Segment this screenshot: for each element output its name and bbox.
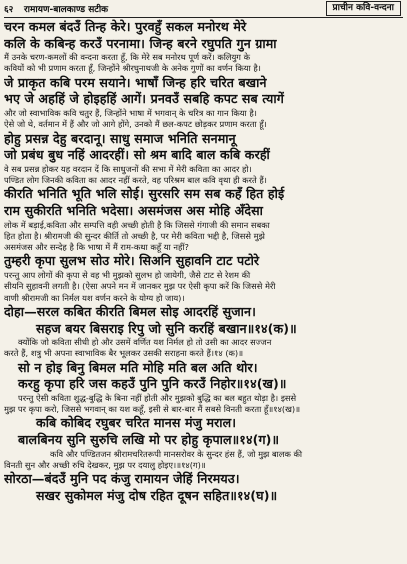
verse-line [4, 471, 403, 488]
verse-line [4, 432, 403, 449]
line-text: वाणी श्रीरामजी का निर्मल यश वर्णन करने के योग्य हो जाय)। [4, 292, 185, 303]
line-text: पण्डित लोग जिनकी कविता का आदर नहीं करते, वह परिश्रम बाल कवि वृथा ही करते हैं। [4, 175, 267, 186]
verse-line [4, 360, 403, 377]
translation-line [4, 270, 403, 281]
translation-line [4, 119, 403, 130]
translation-line [4, 231, 403, 242]
line-text: असमंजस और सन्देह है कि भाषा में मैं राम-कथा कहूँ या नहीं? [4, 242, 189, 253]
translation-line [4, 337, 403, 348]
verse-line [4, 75, 403, 92]
verse-line [4, 321, 403, 338]
page-number: ६२ [4, 5, 14, 15]
line-text: कबि कोबिद रघुबर चरित मानस मंजु मराल। [36, 415, 237, 431]
verse-line [4, 415, 403, 432]
line-text: भए जे अहहिं जे होइहहिं आगें। प्रनवउँ सबहि कपट सब त्यागें [4, 91, 284, 107]
verse-line [4, 186, 403, 203]
line-text: बालबिनय सुनि सुरुचि लखि मो पर होहु कृपाल॥१४(ग)॥ [18, 432, 280, 448]
translation-line [4, 242, 403, 253]
line-text: परन्तु आप लोगों की कृपा से वह भी मुझको सुलभ हो जायेगी, जैसे टाट से रेशम की [4, 270, 251, 281]
line-text: तुम्हरी कृपा सुलभ सोउ मोरे। सिअनि सुहावनि टाट पटोरे [4, 253, 260, 269]
translation-line [4, 108, 403, 119]
line-text: हित होता है। श्रीरामजी की सुन्दर कीर्ति तो अच्छी है, पर मेरी कविता भद्दी है, जिससे मुझे [4, 230, 265, 241]
line-text: कवियों को भी प्रणाम करता हूँ, जिन्होंने श्रीरघुनाथजी के अनेक गुणों का वर्णन किया है। [4, 63, 261, 74]
translation-line [4, 404, 403, 415]
line-text: होहु प्रसन्न देहु बरदानू। साधु समाज भनिति सनमानू [4, 130, 236, 146]
verse-line [4, 488, 403, 505]
translation-line [4, 348, 403, 359]
translation-line [4, 281, 403, 292]
translation-line [4, 449, 403, 460]
translation-line [4, 393, 403, 404]
line-text: कलि के कबिन्ह करउँ परनामा। जिन्ह बरने रघुपति गुन ग्रामा [4, 35, 277, 51]
verse-line [4, 91, 403, 108]
line-text: ऐसे जो थे, वर्तमान में हैं और जो आगे होंगे, उनको मैं छल-कपट छोड़कर प्रणाम करता हूँ। [4, 119, 267, 130]
line-text: वे सब प्रसन्न होकर यह वरदान दें कि साधुजनों की सभा में मेरी कविता का आदर हो। [4, 163, 252, 174]
line-text: बंदउँ मुनि पद कंजु रामायन जेहिं निरमयउ। [44, 471, 240, 487]
line-text: कीरति भनिति भूति भलि सोई। सुरसरि सम सब कहँ हित होई [4, 186, 285, 202]
line-text: राम सुकीरति भनिति भदेसा। असमंजस अस मोहि अँदेसा [4, 202, 263, 218]
translation-line [4, 52, 403, 63]
line-text: और जो स्वाभाविक कवि चतुर हैं, जिन्होंने भाषा में भगवान् के चरित्र का गान किया है। [4, 107, 257, 118]
line-text: सखर सुकोमल मंजु दोष रहित दूषन सहित॥१४(घ)॥ [36, 487, 278, 503]
verse-line [4, 131, 403, 148]
line-text: जे प्राकृत कबि परम सयाने। भाषाँ जिन्ह हरि चरित बखाने [4, 74, 267, 90]
book-title: रामायण-बालकाण्ड सटीक [24, 5, 109, 15]
line-text: जो प्रबंध बुध नहिं आदरहीं। सो श्रम बादि बाल कबि करहीं [4, 147, 270, 163]
line-text: कवि और पण्डितजन श्रीरामचरितरूपी मानसरोवर के सुन्दर हंस हैं, जो मुझ बालक की [50, 448, 302, 459]
line-text: क्योंकि जो कविता सीधी हो और उसमें वर्णित यश निर्मल हो तो उसी का आदर सज्जन [18, 337, 272, 348]
line-text: मैं उनके चरण-कमलों की वन्दना करता हूँ, कि मेरे सब मनोरथ पूर्ण करें। कलियुग के [4, 52, 250, 63]
verse-line [4, 19, 403, 36]
line-text: सहज बयर बिसराइ रिपु जो सुनि करहिं बखान॥१४(क)॥ [36, 320, 297, 336]
line-text: विनती सुन और अच्छी रुचि देखकर, मुझ पर दयालु होइए।॥१४(ग)॥ [4, 459, 206, 470]
verse-line [4, 203, 403, 220]
line-text: करते हैं, शत्रु भी अपना स्वाभाविक बैर भूलकर उसकी सराहना करते हैं।१४ (क)॥ [4, 348, 244, 359]
line-text: सीयनि सुहावनी लगती है। (ऐसा अपने मन में जानकर मुझ पर ऐसी कृपा करें कि जिससे मेरी [4, 281, 276, 292]
line-text: करहु कृपा हरि जस कहउँ पुनि पुनि करउँ निहोर॥१४(ख)॥ [18, 376, 287, 392]
line-text: लोक में बड़ाई,कविता और सम्पत्ति वही अच्छी होती है कि जिससे गंगाजी की समान सबका [4, 219, 270, 230]
translation-line [4, 220, 403, 231]
translation-line [4, 63, 403, 74]
line-text: सरल कबित कीरति बिमल सोइ आदरहिं सुजान। [36, 303, 256, 319]
verse-label: दोहा— [4, 303, 37, 319]
verse-label: सोरठा— [4, 471, 45, 487]
translation-line [4, 293, 403, 304]
translation-line [4, 175, 403, 186]
translation-line [4, 460, 403, 471]
line-text: चरन कमल बंदउँ तिन्ह केरे। पुरवहुँ सकल मनोरथ मेरे [4, 19, 247, 34]
verse-line [4, 147, 403, 164]
translation-line [4, 164, 403, 175]
verse-line [4, 304, 403, 321]
section-title: प्राचीन कवि-वन्दना [326, 1, 402, 16]
line-text: परन्तु ऐसी कविता शुद्ध-बुद्धि के बिना नहीं होती और मुझको बुद्धि का बल बहुत थोड़ा है। इससे [18, 392, 297, 403]
verse-line [4, 36, 403, 53]
verse-line [4, 376, 403, 393]
line-text: मुझ पर कृपा करो, जिससे भगवान् का यश कहूँ, इसी से बार-बार मैं सबसे विनती करता हूँ॥१४(ख)॥ [4, 404, 301, 415]
verse-line [4, 253, 403, 270]
page-body [4, 18, 403, 504]
line-text: सो न होइ बिनु बिमल मति मोहि मति बल अति थोर। [18, 359, 258, 375]
page-header [4, 0, 403, 18]
